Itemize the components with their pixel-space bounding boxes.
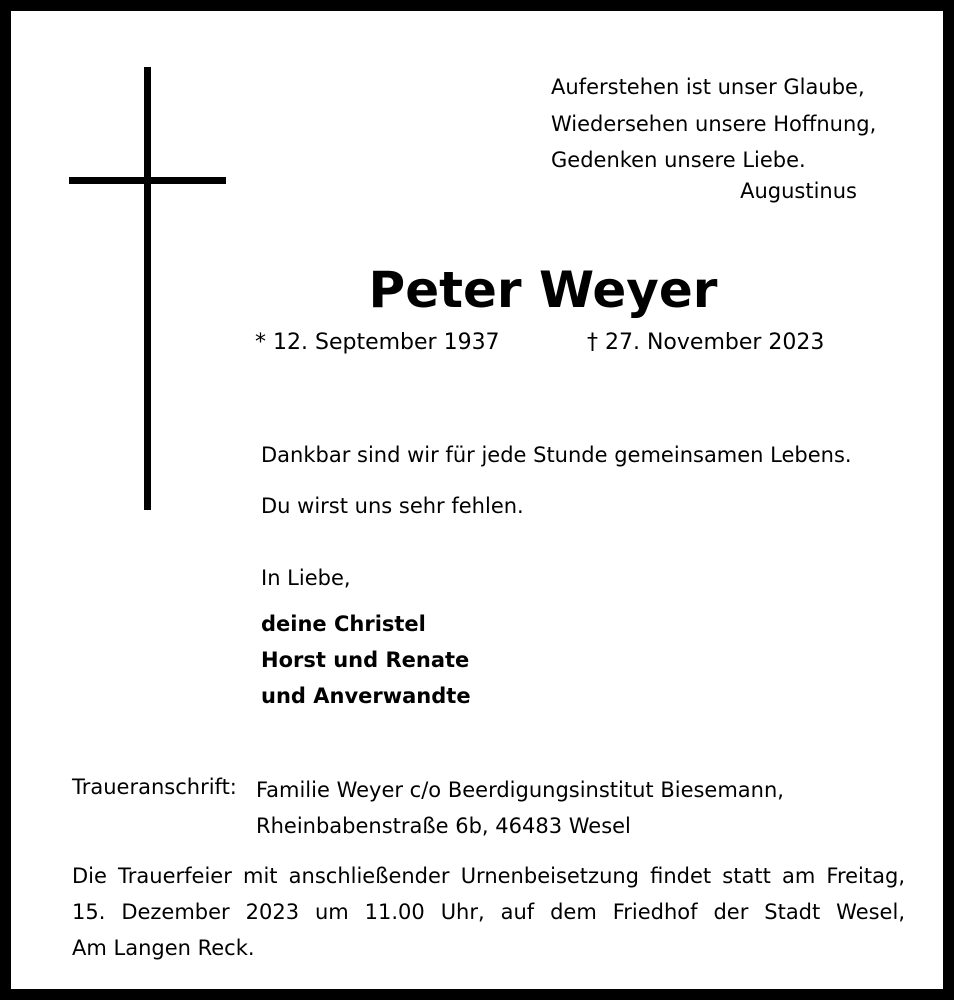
address-label: Traueranschrift: (72, 775, 237, 799)
mourners (261, 606, 471, 714)
quote (551, 69, 876, 179)
death-date: † 27. November 2023 (587, 330, 825, 355)
address-line: Familie Weyer c/o Beerdigungsinstitut Biesemann, (256, 778, 784, 802)
birth-date: * 12. September 1937 (255, 330, 500, 355)
mourner-line: deine Christel (261, 612, 426, 636)
message-line: Dankbar sind wir für jede Stunde gemeinsamen Lebens. (261, 443, 852, 467)
ceremony-line: Die Trauerfeier mit anschließender Urnenbeisetzung findet statt am Freitag, (72, 864, 905, 888)
address-line: Rheinbabenstraße 6b, 46483 Wesel (256, 814, 631, 838)
closing-line: In Liebe, (261, 566, 351, 590)
ceremony-info (72, 858, 905, 966)
obituary-notice (11, 11, 943, 989)
message-line: Du wirst uns sehr fehlen. (261, 494, 524, 518)
quote-line: Wiedersehen unsere Hoffnung, (551, 111, 877, 136)
deceased-name: Peter Weyer (368, 261, 718, 319)
cross-icon-bar (69, 177, 226, 184)
quote-line: Gedenken unsere Liebe. (551, 148, 806, 172)
ceremony-line: 15. Dezember 2023 um 11.00 Uhr, auf dem Friedhof der Stadt Wesel, (72, 900, 905, 924)
ceremony-line: Am Langen Reck. (72, 936, 255, 960)
mourner-line: Horst und Renate (261, 648, 470, 672)
quote-author: Augustinus (740, 179, 857, 203)
mourning-address (256, 772, 784, 844)
mourner-line: und Anverwandte (261, 684, 471, 708)
quote-line: Auferstehen ist unser Glaube, (551, 75, 865, 99)
